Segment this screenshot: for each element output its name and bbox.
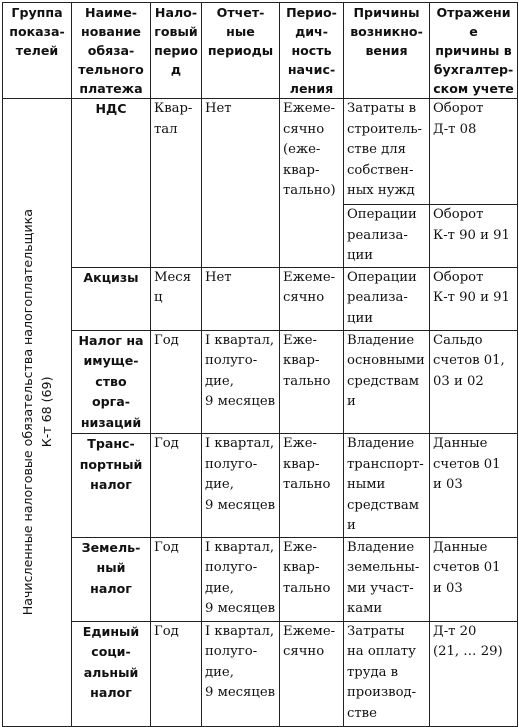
- table-row-excise: [3, 267, 518, 330]
- header-report-periods: Отчет- ные периоды: [202, 3, 280, 99]
- tax-obligations-table: [2, 2, 518, 727]
- periodicity-land-tax: Еже- квар- тально: [280, 537, 344, 621]
- header-accounting: Отражение причины в бухгалтер- ском учете: [430, 3, 518, 99]
- accounting-nds-construction: Оборот Д-т 08: [430, 99, 518, 205]
- table-row-property-tax: [3, 330, 518, 434]
- accounting-land-tax: Данные счетов 01 и 03: [430, 537, 518, 621]
- reason-nds-sales: Операции реализа- ции: [344, 205, 430, 268]
- reason-social-tax: Затраты на оплату труда в производ- стве: [344, 621, 430, 726]
- periodicity-excise: Ежеме- сячно: [280, 267, 344, 330]
- table-row-nds: [3, 99, 518, 205]
- periodicity-property-tax: Еже- квар- тально: [280, 330, 344, 434]
- reason-property-tax: Владение основными средствами: [344, 330, 430, 434]
- payment-name-property-tax: Налог на имуще- ство орга- низаций: [72, 330, 151, 434]
- report-periods-social-tax: I квартал, полуго- дие, 9 месяцев: [202, 621, 280, 726]
- tax-period-nds: Квар- тал: [151, 99, 202, 268]
- report-periods-nds: Нет: [202, 99, 280, 268]
- header-payment-name: Наиме- нование обяза- тельного платежа: [72, 3, 151, 99]
- table-header-row: [3, 3, 518, 99]
- header-group: Группа показа- телей: [3, 3, 72, 99]
- table-row-social-tax: [3, 621, 518, 726]
- payment-name-nds: НДС: [72, 99, 151, 268]
- reason-excise: Операции реализа- ции: [344, 267, 430, 330]
- accounting-transport-tax: Данные счетов 01 и 03: [430, 434, 518, 538]
- tax-period-excise: Месяц: [151, 267, 202, 330]
- reason-transport-tax: Владение транспорт- ными средствами: [344, 434, 430, 538]
- accounting-excise: Оборот К-т 90 и 91: [430, 267, 518, 330]
- periodicity-transport-tax: Еже- квар- тально: [280, 434, 344, 538]
- header-tax-period: Нало- говый период: [151, 3, 202, 99]
- accounting-social-tax: Д-т 20 (21, … 29): [430, 621, 518, 726]
- reason-nds-construction: Затраты в строитель- стве для собствен- ных нужд: [344, 99, 430, 205]
- tax-period-transport-tax: Год: [151, 434, 202, 538]
- tax-period-property-tax: Год: [151, 330, 202, 434]
- report-periods-excise: Нет: [202, 267, 280, 330]
- report-periods-transport-tax: I квартал, полуго- дие, 9 месяцев: [202, 434, 280, 538]
- periodicity-social-tax: Ежеме- сячно: [280, 621, 344, 726]
- report-periods-property-tax: I квартал, полуго- дие, 9 месяцев: [202, 330, 280, 434]
- accounting-property-tax: Сальдо счетов 01, 03 и 02: [430, 330, 518, 434]
- periodicity-nds: Ежеме- сячно (еже- квар- тально): [280, 99, 344, 268]
- header-reasons: Причины возникно- вения: [344, 3, 430, 99]
- reason-land-tax: Владение земельны- ми участ- ками: [344, 537, 430, 621]
- report-periods-land-tax: I квартал, полуго- дие, 9 месяцев: [202, 537, 280, 621]
- payment-name-land-tax: Земель- ный налог: [72, 537, 151, 621]
- tax-period-social-tax: Год: [151, 621, 202, 726]
- accounting-nds-sales: Оборот К-т 90 и 91: [430, 205, 518, 268]
- payment-name-social-tax: Единый соци- альный налог: [72, 621, 151, 726]
- table-row-land-tax: [3, 537, 518, 621]
- payment-name-excise: Акцизы: [72, 267, 151, 330]
- table-row-transport-tax: [3, 434, 518, 538]
- group-cell: [3, 99, 72, 727]
- payment-name-transport-tax: Транс- портный налог: [72, 434, 151, 538]
- header-periodicity: Перио- дич- ность начис- ления: [280, 3, 344, 99]
- tax-period-land-tax: Год: [151, 537, 202, 621]
- group-label: Начисленные налоговые обязательства налогоплательщика К-т 68 (69): [20, 209, 54, 616]
